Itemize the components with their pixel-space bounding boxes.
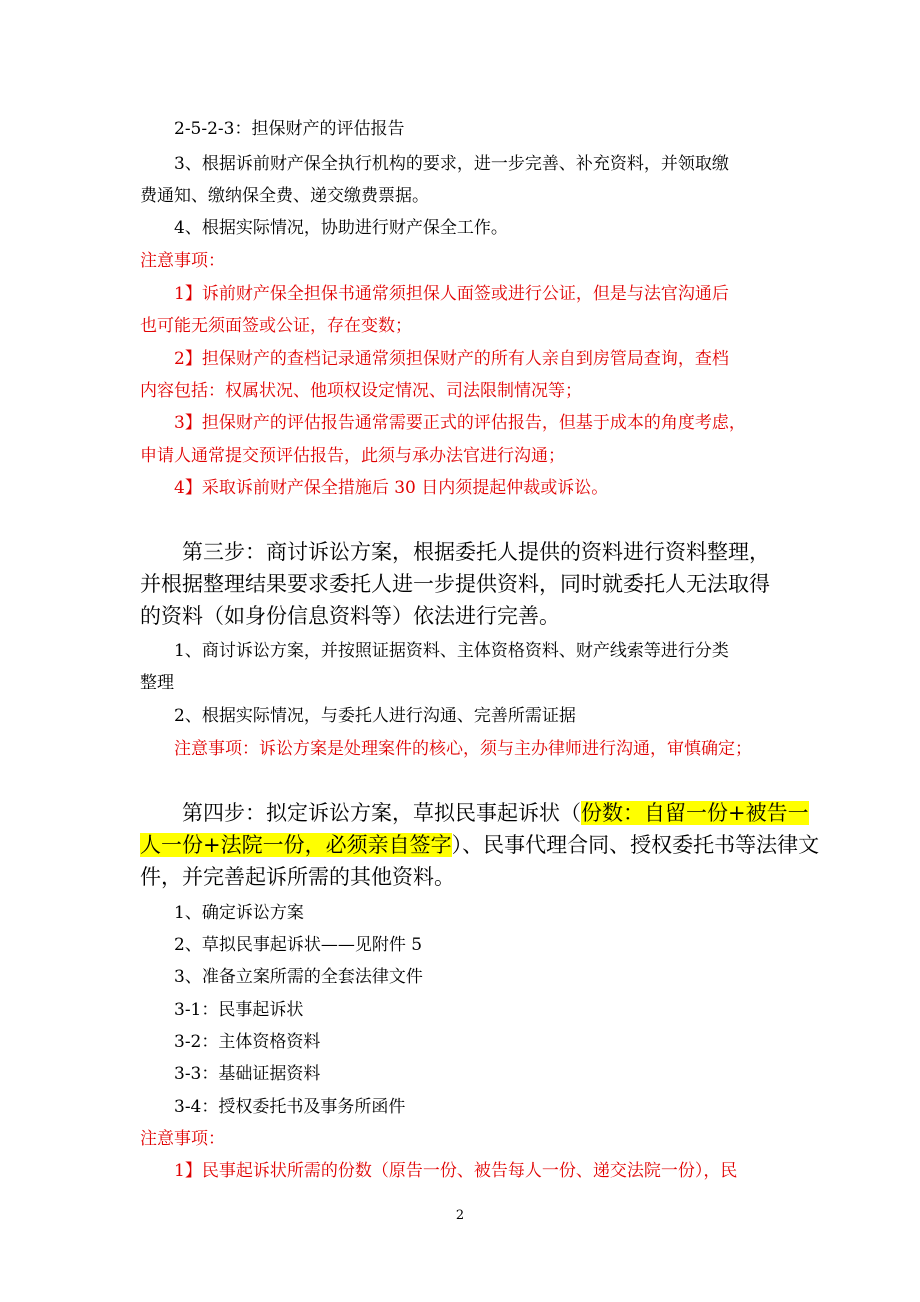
note-item: 内容包括：权属状况、他项权设定情况、司法限制情况等； bbox=[140, 381, 582, 401]
note-heading: 注意事项： bbox=[140, 1129, 225, 1149]
text-line: 3-3：基础证据资料 bbox=[174, 1064, 321, 1084]
text-line: 3-4：授权委托书及事务所函件 bbox=[174, 1097, 406, 1117]
note-item: 4】采取诉前财产保全措施后 30 日内须提起仲裁或诉讼。 bbox=[174, 478, 609, 498]
text-line: 1、确定诉讼方案 bbox=[174, 903, 304, 923]
note-item: 1】诉前财产保全担保书通常须担保人面签或进行公证，但是与法官沟通后 bbox=[174, 284, 729, 304]
highlighted-text: 人一份+法院一份，必须亲自签字 bbox=[140, 833, 452, 857]
text-line: 整理 bbox=[140, 673, 174, 693]
text-line: 3-1：民事起诉状 bbox=[174, 1000, 304, 1020]
note-item: 3】担保财产的评估报告通常需要正式的评估报告，但基于成本的角度考虑， bbox=[174, 413, 746, 433]
note-line: 注意事项：诉讼方案是处理案件的核心，须与主办律师进行沟通，审慎确定； bbox=[174, 739, 752, 759]
page-number: 2 bbox=[455, 1208, 465, 1223]
note-item: 2】担保财产的查档记录通常须担保财产的所有人亲自到房管局查询，查档 bbox=[174, 349, 729, 369]
highlighted-text: 份数：自留一份+被告一 bbox=[581, 801, 809, 825]
text-line: 4、根据实际情况，协助进行财产保全工作。 bbox=[174, 218, 508, 238]
text-line: 2、根据实际情况，与委托人进行沟通、完善所需证据 bbox=[174, 706, 576, 726]
text-line: 1、商讨诉讼方案，并按照证据资料、主体资格资料、财产线索等进行分类 bbox=[174, 641, 729, 661]
step3-heading: 的资料（如身份信息资料等）依法进行完善。 bbox=[140, 604, 560, 628]
text-line: 3-2：主体资格资料 bbox=[174, 1032, 321, 1052]
step3-heading: 并根据整理结果要求委托人进一步提供资料，同时就委托人无法取得 bbox=[140, 572, 770, 596]
step3-heading: 第三步：商讨诉讼方案，根据委托人提供的资料进行资料整理， bbox=[182, 540, 770, 564]
text-line: 2-5-2-3：担保财产的评估报告 bbox=[174, 119, 405, 139]
step4-heading bbox=[140, 830, 819, 860]
text-line: 3、根据诉前财产保全执行机构的要求，进一步完善、补充资料，并领取缴 bbox=[174, 154, 729, 174]
step4-text: ）、民事代理合同、授权委托书等法律文 bbox=[451, 833, 820, 857]
text-line: 3、准备立案所需的全套法律文件 bbox=[174, 967, 423, 987]
step4-heading bbox=[182, 798, 809, 828]
text-line: 费通知、缴纳保全费、递交缴费票据。 bbox=[140, 186, 429, 206]
text-line: 2、草拟民事起诉状——见附件 5 bbox=[174, 935, 423, 955]
note-heading: 注意事项： bbox=[140, 251, 225, 271]
note-item: 也可能无须面签或公证，存在变数； bbox=[140, 316, 412, 336]
step4-heading: 件，并完善起诉所需的其他资料。 bbox=[140, 865, 455, 889]
step4-text: 第四步：拟定诉讼方案，草拟民事起诉状（ bbox=[182, 801, 581, 825]
note-item: 1】民事起诉状所需的份数（原告一份、被告每人一份、递交法院一份），民 bbox=[174, 1161, 738, 1181]
note-item: 申请人通常提交预评估报告，此须与承办法官进行沟通； bbox=[140, 446, 565, 466]
